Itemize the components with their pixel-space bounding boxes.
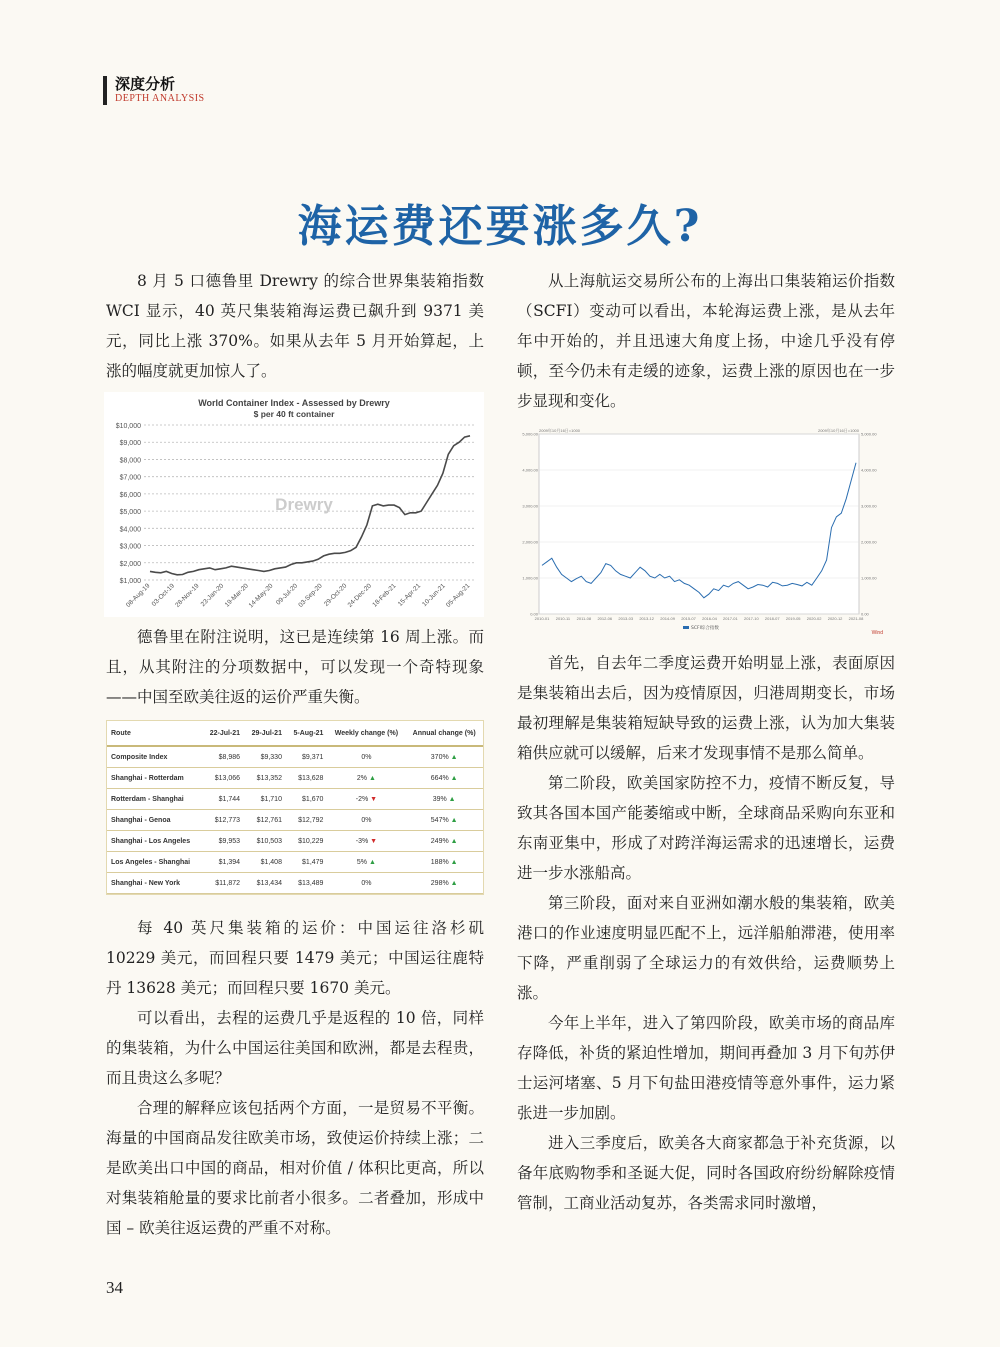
table-row — [107, 810, 483, 831]
x-tick-label: 2016-04 — [702, 616, 717, 621]
chart-subtitle: $ per 40 ft container — [253, 409, 335, 419]
y-tick-label-right: 5,000.00 — [861, 431, 877, 437]
y-tick-label-right: 0.00 — [861, 611, 869, 617]
table-row — [107, 873, 483, 894]
paragraph: 德鲁里在附注说明，这已是连续第 16 周上涨。而且，从其附注的分项数据中，可以发现一个奇特现象——中国至欧美往返的运价严重失衡。 — [106, 628, 484, 706]
y-tick-label-left: 4,000.00 — [522, 467, 538, 473]
table-cell — [202, 873, 244, 894]
cell-value: -2% — [355, 795, 369, 803]
cell-value: -3% — [355, 837, 369, 845]
cell-value: $10,503 — [256, 837, 282, 845]
paragraph: 进入三季度后，欧美各大商家都急于补充货源，以备年底购物季和圣诞大促，同时各国政府纷纷解除疫情管制，工商业活动复苏，各类需求同时激增， — [517, 1134, 895, 1212]
paragraph: 每 40 英尺集装箱的运价：中国运往洛杉矶 10229 美元，而回程只要 1479 美元；中国运往鹿特丹 13628 美元；而回程只要 1670 美元。 — [106, 919, 484, 997]
up-arrow-icon: ▲ — [446, 795, 456, 803]
table-cell — [405, 852, 483, 873]
table-row — [107, 789, 483, 810]
up-arrow-icon: ▲ — [448, 753, 458, 761]
right-text-block-2 — [517, 648, 895, 1218]
y-tick-label: $9,000 — [119, 440, 141, 448]
table-cell — [327, 789, 405, 810]
x-tick-label: 2012-06 — [597, 616, 613, 621]
x-tick-label: 09-Jul-20 — [274, 582, 300, 607]
table-cell — [327, 810, 405, 831]
x-tick-label: 2017-10 — [743, 616, 759, 621]
right-text-block-1 — [517, 266, 895, 416]
col-header-route: Route — [107, 721, 202, 746]
y-tick-label-right: 3,000.00 — [861, 503, 877, 509]
table-cell — [244, 768, 286, 789]
table-cell — [405, 810, 483, 831]
up-arrow-icon: ▲ — [448, 837, 458, 845]
table-cell — [405, 789, 483, 810]
cell-value: $1,479 — [302, 858, 324, 866]
table-cell — [107, 768, 202, 789]
table-cell — [244, 831, 286, 852]
y-tick-label: $7,000 — [119, 474, 141, 482]
table-cell — [107, 873, 202, 894]
table-cell — [107, 810, 202, 831]
y-tick-label: $2,000 — [119, 560, 141, 568]
x-tick-label: 18-Feb-21 — [371, 582, 398, 609]
page-number: 34 — [106, 1278, 123, 1297]
table-cell — [244, 746, 286, 768]
table-row — [107, 768, 483, 789]
col-header-date2: 29-Jul-21 — [244, 721, 286, 746]
up-arrow-icon: ▲ — [367, 774, 376, 782]
table-cell — [107, 831, 202, 852]
col-header-date3: 5-Aug-21 — [286, 721, 327, 746]
scfi-chart-svg — [517, 422, 895, 640]
table-cell — [244, 852, 286, 873]
table-cell — [107, 789, 202, 810]
up-arrow-icon: ▲ — [448, 858, 458, 866]
x-tick-label: 2010-11 — [555, 616, 571, 621]
scfi-chart — [517, 422, 895, 640]
axis-note-left: 2009年10月16日=1000 — [539, 428, 581, 433]
cell-value: $13,352 — [256, 774, 282, 782]
table-cell — [202, 789, 244, 810]
x-tick-label: 2020-12 — [827, 616, 843, 621]
table-cell — [327, 873, 405, 894]
table-cell — [107, 852, 202, 873]
table-row — [107, 831, 483, 852]
table-cell — [244, 810, 286, 831]
y-tick-label: $1,000 — [119, 578, 141, 585]
table-cell — [286, 789, 327, 810]
cell-value: $1,408 — [260, 858, 282, 866]
x-tick-label: 2020-02 — [806, 616, 822, 621]
table-row — [107, 746, 483, 768]
table-cell — [286, 810, 327, 831]
table-cell — [286, 746, 327, 768]
cell-value: 0% — [361, 879, 372, 887]
x-tick-label: 2019-05 — [785, 616, 801, 621]
paragraph: 8 月 5 口德鲁里 Drewry 的综合世界集装箱指数 WCI 显示，40 英尺集装箱海运费已飙升到 9371 美元，同比上涨 370%。如果从去年 5 月开始算起，上涨的幅度就更加惊人了。 — [106, 272, 484, 380]
y-tick-label-right: 4,000.00 — [861, 467, 877, 473]
paragraph: 第二阶段，欧美国家防控不力，疫情不断反复，导致其各国本国产能萎缩或中断，全球商品采购向东亚和东南亚集中，形成了对跨洋海运需求的迅速增长，运费进一步水涨船高。 — [517, 774, 895, 882]
paragraph: 可以看出，去程的运费几乎是返程的 10 倍，同样的集装箱，为什么中国运往美国和欧洲，都是去程贵，而且贵这么多呢？ — [106, 1009, 484, 1087]
x-tick-label: 2017-01 — [723, 616, 738, 621]
cell-value: 370% — [430, 753, 449, 761]
x-tick-label: 19-Mar-20 — [223, 582, 250, 609]
table-cell — [202, 852, 244, 873]
article-title: 海运费还要涨多久? — [297, 201, 703, 252]
cell-value: Composite Index — [111, 753, 168, 761]
cell-value: $9,953 — [218, 837, 241, 845]
y-tick-label-left: 5,000.00 — [522, 431, 538, 437]
cell-value: $13,066 — [214, 774, 241, 782]
cell-value: $9,330 — [260, 753, 282, 761]
axis-note-right: 2009年10月16日=1000 — [817, 428, 859, 433]
table-cell — [405, 768, 483, 789]
cell-value: Los Angeles - Shanghai — [111, 858, 191, 866]
y-tick-label: $5,000 — [119, 509, 141, 517]
x-tick-label: 28-Nov-19 — [174, 582, 201, 609]
table-cell — [405, 873, 483, 894]
section-header — [103, 76, 205, 105]
table-cell — [327, 831, 405, 852]
table-cell — [286, 768, 327, 789]
x-tick-label: 10-Jun-21 — [421, 582, 447, 609]
paragraph: 合理的解释应该包括两个方面，一是贸易不平衡。海量的中国商品发往欧美市场，致使运价持续上涨；二是欧美出口中国的商品，相对价值 / 体积比更高，所以对集装箱舱量的要求比前者小很多。二者叠加，形成中国 – 欧美往返运费的严重不对称。 — [106, 1099, 484, 1237]
col-header-date1: 22-Jul-21 — [202, 721, 244, 746]
down-arrow-icon: ▼ — [368, 837, 378, 845]
paragraph: 首先，自去年二季度运费开始明显上涨，表面原因是集装箱出去后，因为疫情原因，归港周期变长，市场最初理解是集装箱短缺导致的运费上涨，认为加大集装箱供应就可以缓解，后来才发现事情不是那么简单。 — [517, 654, 895, 762]
table-cell — [286, 831, 327, 852]
table-row — [107, 852, 483, 873]
table-cell — [202, 746, 244, 768]
y-tick-label: $6,000 — [119, 491, 141, 499]
x-tick-label: 03-Sep-20 — [297, 582, 324, 609]
cell-value: Shanghai - New York — [111, 879, 180, 887]
x-tick-label: 2014-09 — [660, 616, 675, 621]
y-tick-label-right: 1,000.00 — [861, 575, 877, 581]
cell-value: $8,986 — [218, 753, 241, 761]
x-tick-label: 23-Jan-20 — [199, 582, 226, 609]
table-cell — [244, 873, 286, 894]
wci-chart — [104, 392, 484, 617]
y-tick-label-left: 3,000.00 — [522, 503, 538, 509]
cell-value: Rotterdam - Shanghai — [111, 795, 184, 803]
chart-title: World Container Index - Assessed by Drewry — [198, 398, 390, 408]
legend-swatch — [683, 626, 689, 629]
x-tick-label: 2013-12 — [639, 616, 655, 621]
col-header-weekly: Weekly change (%) — [327, 721, 405, 746]
cell-value: 2% — [356, 774, 368, 782]
cell-value: $12,761 — [256, 816, 282, 824]
wci-chart-svg — [104, 392, 484, 617]
x-tick-label: 24-Dec-20 — [346, 582, 373, 609]
x-tick-label: 14-May-20 — [247, 582, 275, 610]
table-cell — [107, 746, 202, 768]
x-tick-label: 15-Apr-21 — [396, 582, 423, 608]
cell-value: $10,229 — [298, 837, 324, 845]
y-tick-label: $10,000 — [115, 423, 141, 430]
cell-value: 188% — [430, 858, 449, 866]
cell-value: $13,434 — [256, 879, 282, 887]
x-tick-label: 2021-08 — [848, 616, 864, 621]
table-cell — [286, 852, 327, 873]
cell-value: $1,394 — [218, 858, 241, 866]
x-tick-label: 2010-01 — [534, 616, 550, 621]
cell-value: $12,792 — [298, 816, 324, 824]
up-arrow-icon: ▲ — [367, 858, 376, 866]
table-header-row — [107, 721, 483, 746]
paragraph: 今年上半年，进入了第四阶段，欧美市场的商品库存降低，补货的紧迫性增加，期间再叠加 3 月下旬苏伊士运河堵塞、5 月下旬盐田港疫情等意外事件，运力紧张进一步加剧。 — [517, 1014, 895, 1122]
y-tick-label-right: 2,000.00 — [861, 539, 877, 545]
cell-value: $13,489 — [298, 879, 324, 887]
cell-value: $13,628 — [298, 774, 324, 782]
y-tick-label: $8,000 — [119, 457, 141, 465]
paragraph: 第三阶段，面对来自亚洲如潮水般的集装箱，欧美港口的作业速度明显匹配不上，远洋船舶滞港，使用率下降，严重削弱了全球运力的有效供给，运费顺势上涨。 — [517, 894, 895, 1002]
x-tick-label: 29-Oct-20 — [322, 582, 349, 608]
x-tick-label: 05-Aug-21 — [444, 582, 472, 609]
cell-value: 547% — [430, 816, 449, 824]
cell-value: 0% — [361, 753, 372, 761]
y-tick-label-left: 1,000.00 — [522, 575, 538, 581]
x-tick-label: 2015-07 — [681, 616, 696, 621]
y-tick-label: $4,000 — [119, 526, 141, 534]
table-cell — [405, 746, 483, 768]
table-cell — [327, 852, 405, 873]
source-label: Wind — [871, 630, 883, 636]
x-tick-label: 08-Aug-19 — [124, 582, 152, 609]
chart-watermark: Drewry — [275, 495, 333, 514]
left-text-block-2 — [106, 622, 484, 712]
cell-value: $1,670 — [302, 795, 324, 803]
y-tick-label-left: 0.00 — [530, 611, 538, 617]
up-arrow-icon: ▲ — [448, 879, 458, 887]
table-cell — [286, 873, 327, 894]
left-text-block-1 — [106, 266, 484, 386]
plot-area — [539, 434, 859, 614]
x-tick-label: 2011-08 — [576, 616, 592, 621]
table-cell — [405, 831, 483, 852]
table-cell — [327, 746, 405, 768]
cell-value: 664% — [430, 774, 449, 782]
cell-value: $9,371 — [302, 753, 324, 761]
cell-value: $12,773 — [214, 816, 241, 824]
cell-value: Shanghai - Los Angeles — [111, 837, 191, 845]
y-tick-label-left: 2,000.00 — [522, 539, 538, 545]
down-arrow-icon: ▼ — [368, 795, 378, 803]
left-text-block-3 — [106, 913, 484, 1243]
section-title-en: DEPTH ANALYSIS — [115, 93, 205, 104]
cell-value: 298% — [430, 879, 449, 887]
cell-value: Shanghai - Genoa — [111, 816, 171, 824]
rates-table — [106, 720, 484, 895]
y-tick-label: $3,000 — [119, 543, 141, 551]
table-cell — [202, 768, 244, 789]
x-tick-label: 03-Oct-19 — [150, 582, 177, 608]
col-header-annual: Annual change (%) — [405, 721, 483, 746]
paragraph: 从上海航运交易所公布的上海出口集装箱运价指数（SCFI）变动可以看出，本轮海运费上涨，是从去年年中开始的，并且迅速大角度上扬，中途几乎没有停顿，至今仍未有走缓的迹象，运费上涨的原因也在一步步显现和变化。 — [517, 272, 895, 410]
cell-value: 39% — [432, 795, 447, 803]
cell-value: 0% — [361, 816, 372, 824]
cell-value: Shanghai - Rotterdam — [111, 774, 184, 782]
x-tick-label: 2013-03 — [618, 616, 634, 621]
x-tick-label: 2018-07 — [764, 616, 780, 621]
cell-value: 249% — [430, 837, 449, 845]
cell-value: $11,872 — [215, 879, 241, 887]
up-arrow-icon: ▲ — [448, 816, 458, 824]
table-cell — [244, 789, 286, 810]
section-title-cn: 深度分析 — [115, 75, 176, 93]
up-arrow-icon: ▲ — [448, 774, 458, 782]
cell-value: $1,710 — [260, 795, 282, 803]
table-cell — [202, 831, 244, 852]
table-cell — [327, 768, 405, 789]
legend-label: SCFI综合指数 — [691, 626, 719, 631]
cell-value: $1,744 — [218, 795, 241, 803]
table-cell — [202, 810, 244, 831]
cell-value: 5% — [356, 858, 368, 866]
